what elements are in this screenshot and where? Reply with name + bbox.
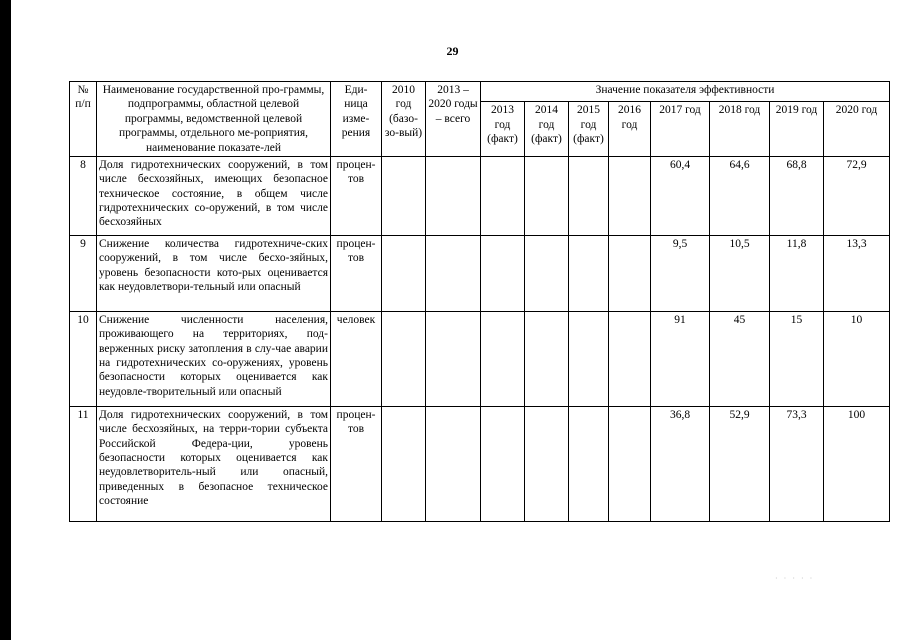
header-year-2020: 2020 год [824,102,890,156]
value-2018: 45 [710,311,770,406]
indicator-name: Доля гидротехнических сооружений, в том числе бесхозяйных, имеющих безопасное техническое состояние, в общем числе гидротехнических со-оружений, в том числе бесхозяйных [97,156,331,235]
header-year-2019: 2019 год [770,102,824,156]
row-number: 9 [70,235,97,311]
base-year-cell [382,156,426,235]
unit-cell: процен-тов [331,156,382,235]
value-2015 [569,235,609,311]
scan-edge-bar [0,0,11,640]
value-2020: 13,3 [824,235,890,311]
value-2015 [569,156,609,235]
value-2014 [525,406,569,521]
total-cell [426,156,481,235]
value-2016 [609,311,651,406]
header-year-2016: 2016 год [609,102,651,156]
value-2016 [609,406,651,521]
header-year-2013: 2013 год (факт) [481,102,525,156]
header-year-2017: 2017 год [651,102,710,156]
value-2019: 68,8 [770,156,824,235]
value-2013 [481,406,525,521]
value-2017: 36,8 [651,406,710,521]
value-2020: 10 [824,311,890,406]
indicator-name: Снижение количества гидротехниче-ских сооружений, в том числе бесхо-зяйных, уровень безопасности кото-рых оценивается как неудовлетвори-тельный или опасный [97,235,331,311]
header-base-year: 2010 год (базо-зо-вый) [382,82,426,157]
scan-noise: · · · · · [775,574,815,583]
value-2016 [609,235,651,311]
value-2019: 11,8 [770,235,824,311]
value-2013 [481,156,525,235]
base-year-cell [382,235,426,311]
row-number: 11 [70,406,97,521]
header-row-top [70,82,890,102]
value-2020: 72,9 [824,156,890,235]
value-2015 [569,311,609,406]
value-2019: 73,3 [770,406,824,521]
total-cell [426,235,481,311]
value-2014 [525,311,569,406]
value-2013 [481,235,525,311]
table-row [70,311,890,406]
value-2017: 91 [651,311,710,406]
value-2017: 9,5 [651,235,710,311]
header-name: Наименование государственной про-граммы, подпрограммы, областной целевой программы, ведомственной целевой программы, отдельного ме-роприятия, наименование показате-лей [97,82,331,157]
table-row [70,235,890,311]
value-2013 [481,311,525,406]
row-number: 8 [70,156,97,235]
indicator-name: Доля гидротехнических сооружений, в том числе бесхозяйных, на терри-тории субъекта Российской Федера-ции, уровень безопасности которых оценивается как неудовлетворитель-ный или опасный, приведенных в безопасное техническое состояние [97,406,331,521]
table-row [70,406,890,521]
header-unit: Еди-ница изме-рения [331,82,382,157]
value-2017: 60,4 [651,156,710,235]
header-year-2018: 2018 год [710,102,770,156]
table-row [70,156,890,235]
indicators-table [69,81,890,522]
base-year-cell [382,311,426,406]
value-2016 [609,156,651,235]
row-number: 10 [70,311,97,406]
value-2018: 64,6 [710,156,770,235]
indicator-name: Снижение численности населения, проживающего на территориях, под-верженных риску затопления в слу-чае аварии на гидротехнических со-оружениях, уровень безопасности которых оценивается как неудовле-творительный или опасный [97,311,331,406]
value-2014 [525,156,569,235]
unit-cell: человек [331,311,382,406]
unit-cell: процен-тов [331,406,382,521]
value-2015 [569,406,609,521]
value-2020: 100 [824,406,890,521]
value-2018: 10,5 [710,235,770,311]
total-cell [426,311,481,406]
header-num: № п/п [70,82,97,157]
value-2019: 15 [770,311,824,406]
page-number: 29 [446,44,459,58]
value-2018: 52,9 [710,406,770,521]
header-effectiveness-group: Значение показателя эффективности [481,82,890,102]
header-year-2015: 2015 год (факт) [569,102,609,156]
value-2014 [525,235,569,311]
header-year-2014: 2014 год (факт) [525,102,569,156]
base-year-cell [382,406,426,521]
unit-cell: процен-тов [331,235,382,311]
header-total: 2013 – 2020 годы – всего [426,82,481,157]
total-cell [426,406,481,521]
